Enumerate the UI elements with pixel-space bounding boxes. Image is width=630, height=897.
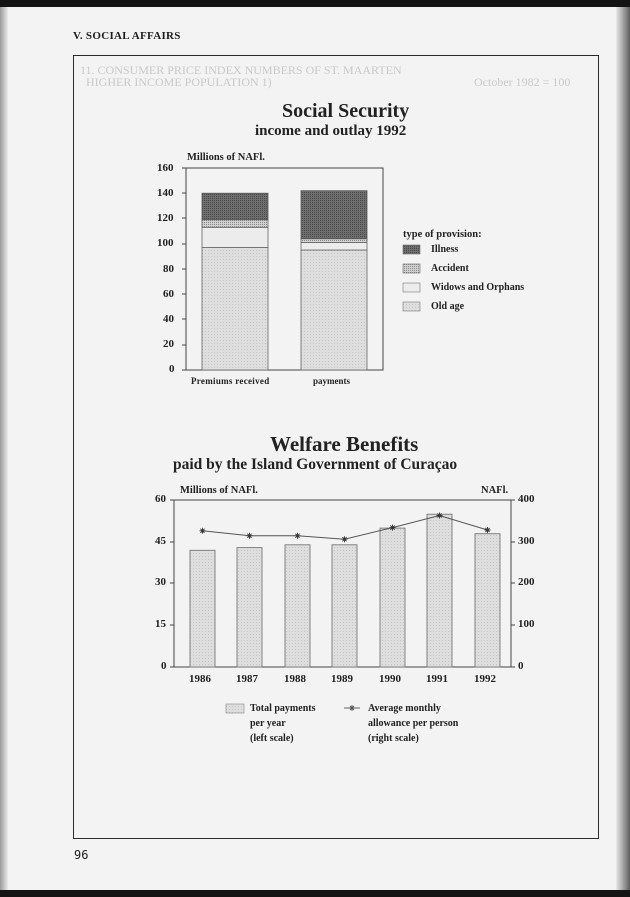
chart2-right-tick-300: 300 (518, 535, 535, 547)
chart2-left-tick-45: 45 (155, 535, 166, 547)
bleed-through-line-3: October 1982 = 100 (474, 75, 571, 89)
bleed-through-line-2: HIGHER INCOME POPULATION 1) (86, 75, 272, 89)
chart1-legend-old-age: Old age (431, 301, 465, 312)
chart2-left-tick-15: 15 (155, 618, 166, 630)
chart1-y-unit-label: Millions of NAFl. (187, 152, 265, 163)
chart1-ytick-80: 80 (163, 263, 174, 275)
page-number: 96 (74, 848, 89, 862)
chart1-plot (182, 168, 383, 370)
chart2-left-tick-0: 0 (161, 660, 167, 672)
chart2-legend-line-line1: Average monthly (368, 703, 441, 714)
chart2-plot (170, 500, 515, 667)
chart2-left-tick-60: 60 (155, 493, 166, 505)
chart1-bar-payments (301, 191, 367, 370)
chart2-xtick-1989: 1989 (331, 673, 353, 685)
section-heading: V. SOCIAL AFFAIRS (73, 30, 181, 42)
chart2-xtick-1987: 1987 (236, 673, 258, 685)
chart2-xtick-1988: 1988 (284, 673, 306, 685)
chart2-xtick-1991: 1991 (426, 673, 448, 685)
chart1-ytick-120: 120 (157, 212, 174, 224)
chart1-ytick-160: 160 (157, 162, 174, 174)
chart2-right-tick-200: 200 (518, 576, 535, 588)
chart2-legend-bar-swatch (226, 704, 244, 713)
chart2-legend-bar-line1: Total payments (250, 703, 316, 714)
chart2-legend-bar-line2: per year (250, 718, 286, 729)
chart2-xtick-1990: 1990 (379, 673, 401, 685)
chart2-left-tick-30: 30 (155, 576, 166, 588)
chart1-ytick-40: 40 (163, 313, 174, 325)
chart2-left-unit-label: Millions of NAFl. (180, 485, 258, 496)
chart1-legend-illness: Illness (431, 244, 459, 255)
chart1-legend-swatches (403, 245, 420, 311)
chart2-legend-line-line3: (right scale) (368, 733, 419, 744)
chart1-xlabel-payments: payments (313, 376, 351, 386)
chart1-legend-accident: Accident (431, 263, 469, 274)
chart2-right-tick-0: 0 (518, 660, 524, 672)
chart1-ytick-140: 140 (157, 187, 174, 199)
chart2-legend-line-line2: allowance per person (368, 718, 459, 729)
chart2-subtitle: paid by the Island Government of Curaçao (173, 456, 458, 473)
chart2-xtick-1986: 1986 (189, 673, 211, 685)
bleed-through-line-1: 11. CONSUMER PRICE INDEX NUMBERS OF ST. MAARTEN (80, 63, 402, 77)
chart2-xtick-1992: 1992 (474, 673, 496, 685)
chart1-xlabel-premiums: Premiums received (191, 376, 270, 386)
chart1-title: Social Security (282, 100, 410, 122)
chart2-legend-bar-line3: (left scale) (250, 733, 294, 744)
chart1-subtitle: income and outlay 1992 (255, 123, 407, 139)
chart1-ytick-0: 0 (169, 363, 175, 375)
chart2-right-unit-label: NAFl. (481, 485, 509, 496)
chart1-ytick-60: 60 (163, 288, 174, 300)
chart1-ytick-100: 100 (157, 237, 174, 249)
chart2-legend-line-swatch (344, 705, 360, 711)
chart2-bars (190, 514, 500, 667)
chart1-legend-widows-orphans: Widows and Orphans (431, 282, 525, 293)
chart1-legend-title: type of provision: (403, 229, 482, 240)
chart2-right-tick-100: 100 (518, 618, 535, 630)
chart1-bar-premiums (202, 193, 268, 370)
chart1-ytick-20: 20 (163, 338, 174, 350)
chart2-right-tick-400: 400 (518, 493, 535, 505)
chart2-title: Welfare Benefits (270, 432, 419, 456)
